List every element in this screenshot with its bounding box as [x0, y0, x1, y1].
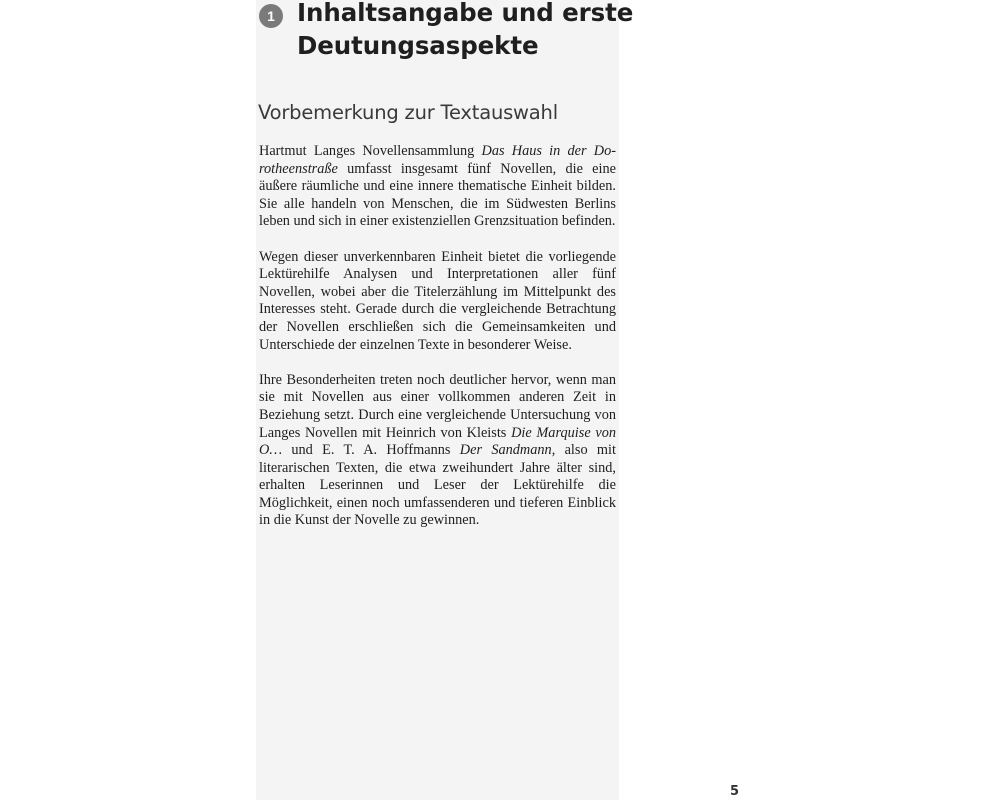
paragraph: [259, 143, 616, 231]
chapter-title: Inhaltsangabe und erste Deutungsaspekte: [297, 0, 634, 60]
left-margin: [0, 0, 256, 800]
section-title: Vorbemerkung zur Textauswahl: [258, 101, 558, 124]
text-run: umfasst insgesamt fünf Novellen, die eine äußere räumliche und eine innere thematische Einheit bilden. Sie alle handeln von Menschen, die im Südwesten Berlins leben und sich in einer existenziellen Grenzsituation befinden.: [259, 160, 616, 230]
book-title: Das Haus in der Dorotheenstraße: [259, 143, 616, 177]
text-run: Wegen dieser unverkennbaren Einheit bietet die vorliegende Lektürehilfe Analysen und Interpretationen aller fünf Novellen, wobei aber die Titelerzählung im Mittelpunkt des Interesses steht. Gerade durch die vergleichende Betrachtung der Novellen erschließen sich die Gemeinsamkeiten und Unterschiede der einzelnen Texte in besonderer Weise.: [259, 248, 616, 353]
body-text: [259, 143, 616, 548]
page-number: 5: [730, 784, 740, 799]
book-title: Der Sandmann: [459, 442, 552, 459]
text-run: Ihre Besonderheiten treten noch deutlicher hervor, wenn man sie mit Novellen aus einer vollkommen anderen Zeit in Beziehung setzt. Durch eine vergleichende Untersuchung von Langes Novellen mit Heinrich von Kleists: [259, 371, 616, 441]
paragraph: [259, 249, 616, 355]
text-run: Hartmut Langes Novellensammlung: [259, 143, 482, 159]
paragraph: [259, 372, 616, 530]
text-run: und E. T. A. Hoffmanns: [282, 442, 460, 459]
text-run: , also mit literarischen Texten, die etwa zweihundert Jahre älter sind, erhalten Leserinnen und Leser der Lektürehilfe die Möglichkeit, einen noch umfassenderen und tieferen Einblick in die Kunst der Novelle zu gewinnen.: [259, 442, 616, 529]
right-margin: [619, 0, 1000, 800]
chapter-number-badge: 1: [259, 4, 283, 28]
book-title: Die Marquise von O…: [259, 424, 616, 459]
